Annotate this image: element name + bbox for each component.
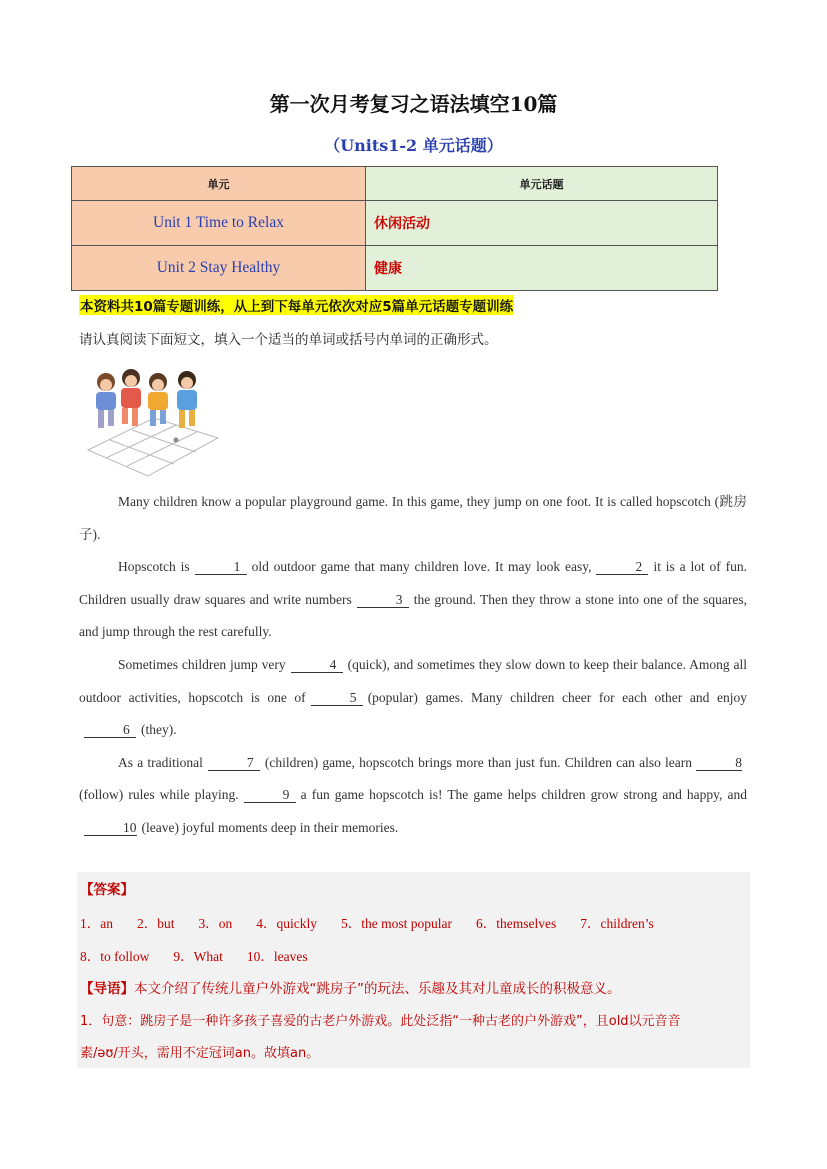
answer-blank[interactable]: 5 — [311, 690, 363, 706]
explanation-line: 1．句意：跳房子是一种许多孩子喜爱的古老户外游戏。此处泛指“一种古老的户外游戏”，且old以元音音 — [80, 1014, 681, 1029]
guide-text: 本文介绍了传统儿童户外游戏“跳房子”的玩法、乐趣及其对儿童成长的积极意义。 — [134, 981, 621, 997]
reading-passage — [79, 486, 747, 845]
passage-paragraph: Hopscotch is 1 old outdoor game that many children love. It may look easy, 2 it is a lot of fun. Children usually draw squares and write numbers 3 the ground. Then they throw a stone into one of the squares, and jump through the rest carefully. — [79, 559, 747, 640]
answer-item: 3．on — [198, 916, 233, 931]
guide-label: 【导语】 — [80, 981, 134, 997]
answer-item: 10．leaves — [246, 949, 308, 964]
children-playing-hopscotch-illustration — [84, 360, 220, 478]
table-row — [72, 246, 718, 291]
header-topic-cell: 单元话题 — [366, 167, 718, 201]
answer-item: 5．the most popular — [341, 916, 453, 931]
answer-item: 7．children’s — [580, 916, 654, 931]
answer-blank[interactable]: 8 — [696, 755, 742, 771]
explanation-line: 素/əʊ/开头，需用不定冠词an。故填an。 — [80, 1046, 320, 1061]
answer-blank[interactable]: 7 — [208, 755, 260, 771]
table-header-row — [72, 167, 718, 201]
answer-item: 4．quickly — [256, 916, 318, 931]
answer-item: 2．but — [137, 916, 175, 931]
passage-paragraph: Many children know a popular playground game. In this game, they jump on one foot. It is called hopscotch (跳房子). — [79, 494, 747, 542]
answer-list — [80, 912, 678, 932]
page-subtitle: （Units1-2 单元话题） — [324, 136, 503, 155]
unit-topic-table — [71, 166, 718, 291]
table-row — [72, 201, 718, 246]
answer-blank[interactable]: 3 — [357, 592, 409, 608]
answer-item: 1．an — [80, 916, 113, 931]
passage-paragraph: Sometimes children jump very 4 (quick), and sometimes they slow down to keep their balance. Among all outdoor activities, hopscotch is one of 5 (popular) games. Many children cheer for each other and enjoy6 (they). — [79, 656, 748, 738]
page-title: 第一次月考复习之语法填空10篇 — [269, 92, 558, 116]
answer-blank[interactable]: 2 — [596, 559, 648, 575]
answer-blank[interactable]: 10 — [84, 820, 137, 836]
header-unit-cell: 单元 — [72, 167, 366, 201]
answer-blank[interactable]: 6 — [84, 722, 136, 738]
exercise-instruction: 请认真阅读下面短文，填入一个适当的单词或括号内单词的正确形式。 — [79, 332, 498, 348]
answer-section — [77, 872, 750, 1068]
answer-header: 【答案】 — [80, 882, 134, 898]
unit-topic-cell: 健康 — [366, 246, 718, 291]
unit-name-cell: Unit 2 Stay Healthy — [72, 246, 366, 291]
answer-item: 9．What — [173, 949, 223, 964]
unit-topic-cell: 休闲活动 — [366, 201, 718, 246]
unit-name-cell: Unit 1 Time to Relax — [72, 201, 366, 246]
answer-blank[interactable]: 4 — [291, 657, 343, 673]
answer-blank[interactable]: 9 — [244, 787, 296, 803]
highlighted-notice: 本资料共10篇专题训练，从上到下每单元依次对应5篇单元话题专题训练 — [79, 295, 514, 315]
answer-item: 8．to follow — [80, 949, 150, 964]
answer-blank[interactable]: 1 — [195, 559, 247, 575]
answer-list — [80, 945, 332, 965]
guide-line — [80, 977, 621, 997]
passage-paragraph: As a traditional 7 (children) game, hopscotch brings more than just fun. Children can also learn 8(follow) rules while playing. 9 a fun game hopscotch is! The game helps children grow strong and happy, and10 (leave) joyful moments deep in their memories. — [79, 754, 747, 835]
answer-item: 6．themselves — [476, 916, 557, 931]
